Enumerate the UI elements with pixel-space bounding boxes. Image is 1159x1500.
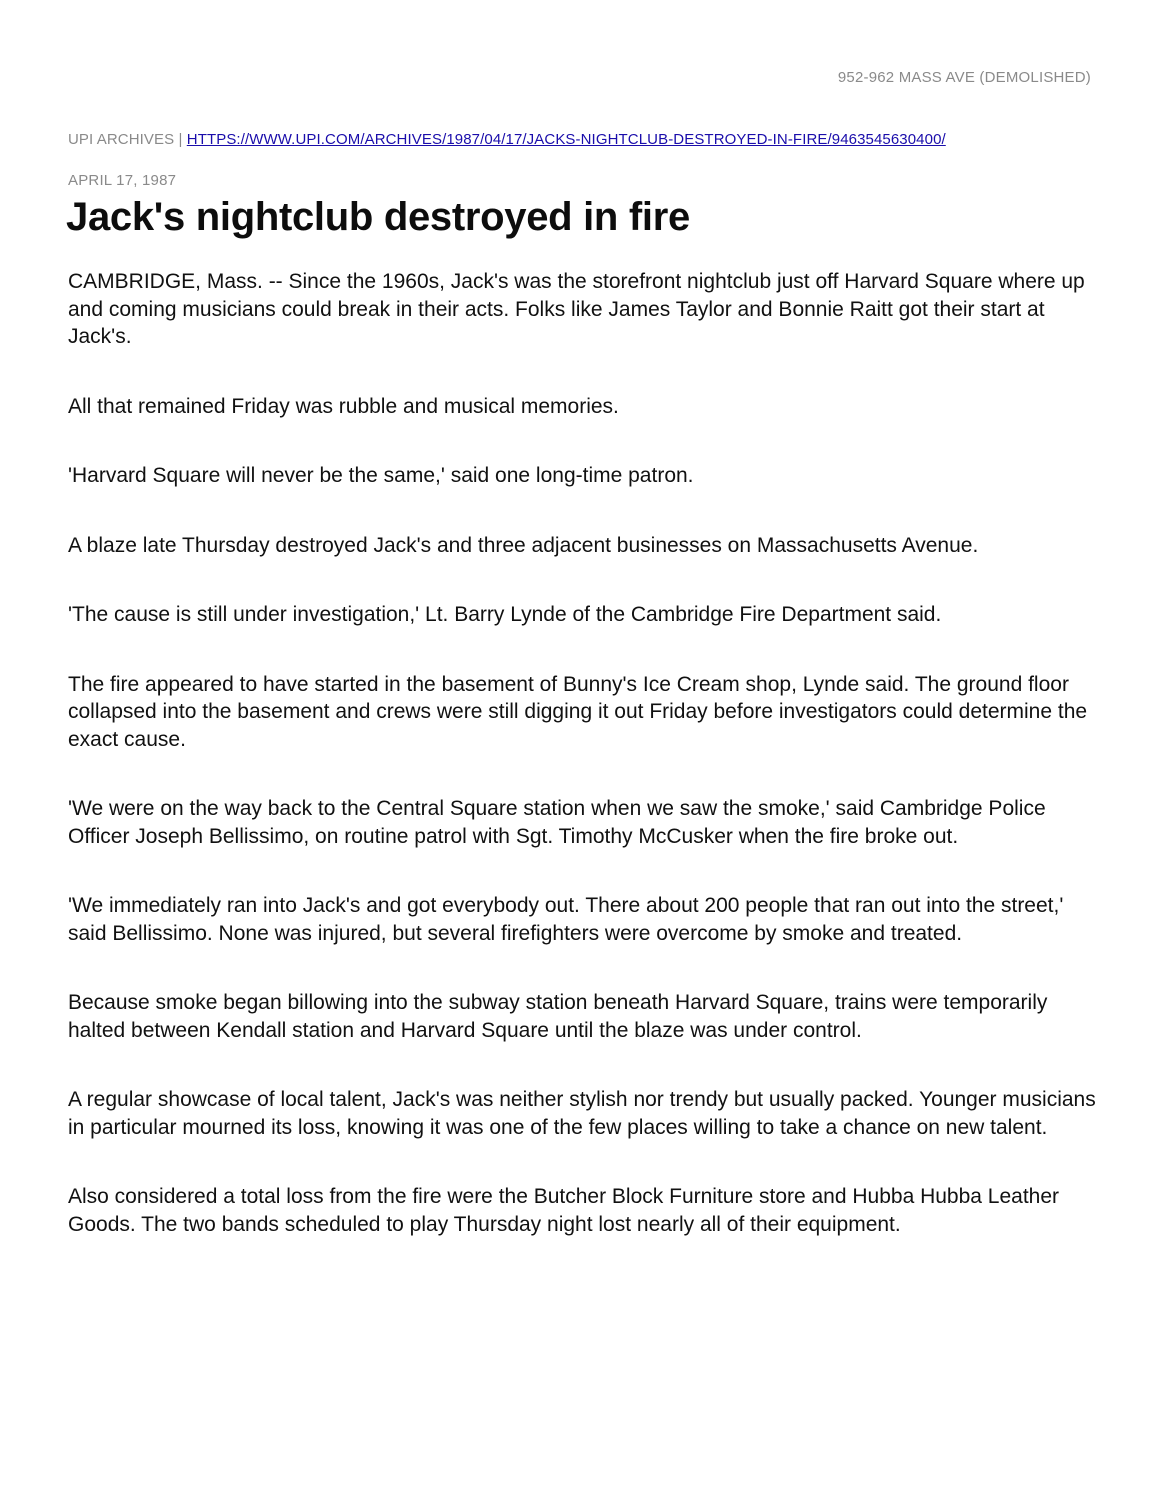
article-paragraph: A blaze late Thursday destroyed Jack's and three adjacent businesses on Massachusetts Avenue. [68, 533, 979, 557]
article-paragraph: 'Harvard Square will never be the same,' said one long-time patron. [68, 464, 694, 487]
source-url-link[interactable]: HTTPS://WWW.UPI.COM/ARCHIVES/1987/04/17/JACKS-NIGHTCLUB-DESTROYED-IN-FIRE/9463545630400/ [186, 131, 946, 148]
article-paragraph: All that remained Friday was rubble and musical memories. [68, 394, 619, 418]
article-paragraph: Also considered a total loss from the fire were the Butcher Block Furniture store and Hubba Hubba Leather Goods. The two bands scheduled to play Thursday night lost nearly all of their equipment. [68, 1185, 1060, 1236]
article-body [68, 268, 1098, 1280]
article-paragraph: 'We immediately ran into Jack's and got everybody out. There about 200 people that ran out into the street,' said Bellissimo. None was injured, but several firefighters were overcome by smoke and treated. [68, 894, 1064, 945]
article-title: Jack's nightclub destroyed in fire [66, 195, 690, 239]
article-paragraph: The fire appeared to have started in the basement of Bunny's Ice Cream shop, Lynde said. The ground floor collapsed into the basement and crews were still digging it out Friday before investigators could determine the exact cause. [68, 672, 1088, 751]
source-label: UPI ARCHIVES | [68, 131, 187, 148]
article-paragraph: Because smoke began billowing into the subway station beneath Harvard Square, trains were temporarily halted between Kendall station and Harvard Square until the blaze was under control. [68, 991, 1048, 1042]
article-paragraph: CAMBRIDGE, Mass. -- Since the 1960s, Jack's was the storefront nightclub just off Harvard Square where up and coming musicians could break in their acts. Folks like James Taylor and Bonnie Raitt got their start at Jack's. [68, 270, 1085, 348]
article-date: APRIL 17, 1987 [68, 172, 177, 189]
source-line [68, 131, 946, 148]
article-paragraph: A regular showcase of local talent, Jack's was neither stylish nor trendy but usually packed. Younger musicians in particular mourned its loss, knowing it was one of the few places willing to take a chance on new talent. [68, 1088, 1096, 1139]
location-tag: 952-962 MASS AVE (DEMOLISHED) [837, 69, 1091, 86]
article-paragraph: 'We were on the way back to the Central Square station when we saw the smoke,' said Cambridge Police Officer Joseph Bellissimo, on routine patrol with Sgt. Timothy McCusker when the fire broke out. [68, 797, 1046, 848]
article-paragraph: 'The cause is still under investigation,' Lt. Barry Lynde of the Cambridge Fire Department said. [68, 603, 942, 626]
